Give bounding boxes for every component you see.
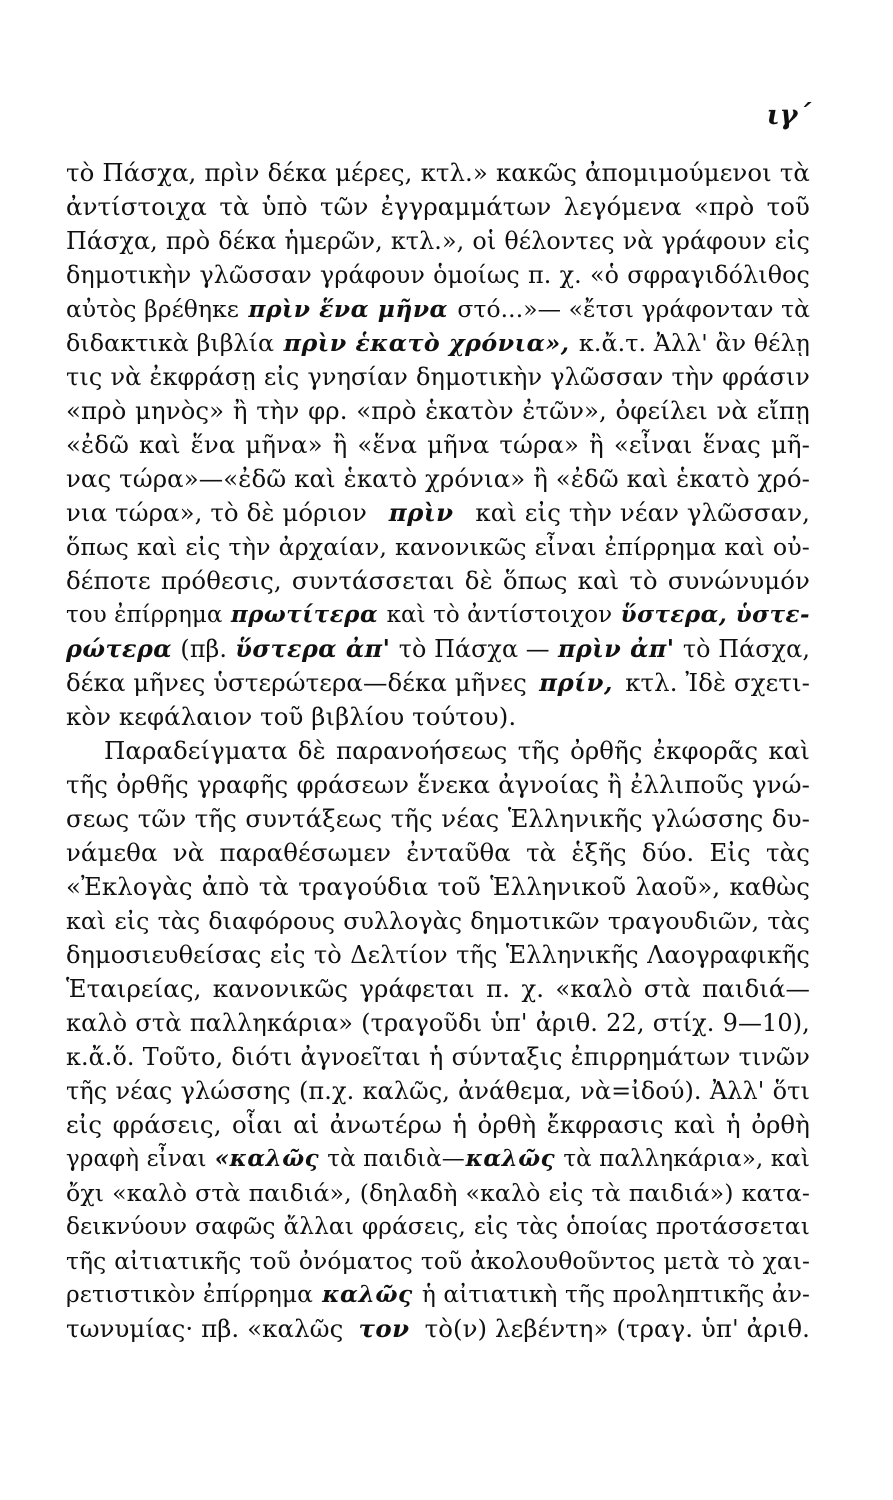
text-line: [66, 700, 810, 734]
text-line: [66, 326, 810, 360]
text-line: [66, 598, 810, 632]
text-run: τὸ Πάσχα,: [675, 635, 810, 663]
text-run: νας τώρα»—«ἐδῶ καὶ ἑκατὸ χρόνια» ἢ «ἐδῶ καὶ ἑκατὸ χρό-: [66, 464, 810, 493]
text-line: [66, 734, 810, 768]
emphasized-phrase: τον: [358, 1314, 410, 1343]
text-run: σεως τῶν τῆς συντάξεως τῆς νέας Ἑλληνικῆς γλώσσης δυ-: [66, 804, 810, 833]
text-run: στό...»— «ἔτσι γράφονταν τὰ: [449, 295, 810, 323]
text-run: Ἑταιρείας, κανονικῶς γράφεται π. χ. «καλὸ στὰ παιδιά—: [66, 974, 810, 1003]
text-run: νια τώρα», τὸ δὲ μόριον: [66, 498, 375, 527]
text-line: [66, 1278, 810, 1312]
text-run: (πβ.: [172, 635, 235, 663]
text-run: του ἐπίρρημα: [66, 602, 230, 628]
text-line: [66, 394, 810, 428]
text-line: [66, 632, 810, 666]
text-run: τῆς ὀρθῆς γραφῆς φράσεων ἕνεκα ἀγνοίας ἢ ἐλλιποῦς γνώ-: [66, 770, 810, 799]
text-run: «ἐδῶ καὶ ἕνα μῆνα» ἢ «ἕνα μῆνα τώρα» ἢ «εἶναι ἕνας μῆ-: [66, 430, 810, 459]
text-run: Πάσχα, πρὸ δέκα ἡμερῶν, κτλ.», οἱ θέλοντες νὰ γράφουν εἰς: [66, 227, 810, 255]
text-line: [66, 496, 810, 530]
text-run: τὸ Πάσχα —: [391, 635, 558, 663]
text-run: «Ἐκλογὰς ἀπὸ τὰ τραγούδια τοῦ Ἑλληνικοῦ λαοῦ», καθὼς: [66, 872, 810, 901]
text-run: καὶ εἰς τὰς διαφόρους συλλογὰς δημοτικῶν τραγουδιῶν, τὰς: [66, 907, 810, 935]
text-run: τὰ παιδιὰ—: [319, 1146, 465, 1172]
text-line: [66, 156, 810, 190]
emphasized-phrase: πρὶν ἕνα μῆνα: [248, 295, 449, 323]
text-line: [66, 938, 810, 972]
text-line: [66, 462, 810, 496]
text-run: ὅπως καὶ εἰς τὴν ἀρχαίαν, κανονικῶς εἶναι ἐπίρρημα καὶ οὐ-: [66, 533, 810, 561]
emphasized-phrase: ὕστερα ἀπ': [235, 635, 391, 663]
text-line: [66, 802, 810, 836]
text-run: δέκα μῆνες ὑστερώτερα—δέκα μῆνες: [66, 668, 535, 697]
text-run: δέποτε πρόθεσις, συντάσσεται δὲ ὅπως καὶ τὸ συνώνυμόν: [66, 566, 810, 595]
text-run: κ.ἄ.ὅ. Τοῦτο, διότι ἀγνοεῖται ἡ σύνταξις ἐπιρρημάτων τινῶν: [66, 1043, 810, 1071]
text-run: «πρὸ μηνὸς» ἢ τὴν φρ. «πρὸ ἑκατὸν ἐτῶν», ὀφείλει νὰ εἴπῃ: [66, 396, 810, 425]
text-run: δημοτικὴν γλῶσσαν γράφουν ὁμοίως π. χ. «ὁ σφραγιδόλιθος: [66, 261, 810, 289]
emphasized-phrase: ὕστερα, ὑστε-: [620, 601, 810, 628]
emphasized-phrase: πρὶν: [388, 498, 454, 527]
text-run: τις νὰ ἐκφράσῃ εἰς γνησίαν δημοτικὴν γλῶσσαν τὴν φράσιν: [66, 363, 810, 391]
text-line: [66, 972, 810, 1006]
emphasized-phrase: καλῶς: [322, 1281, 413, 1308]
text-line: [66, 1312, 810, 1346]
text-run: ἀντίστοιχα τὰ ὑπὸ τῶν ἐγγραμμάτων λεγόμενα «πρὸ τοῦ: [66, 192, 810, 221]
text-run: τὰ παλληκάρια», καὶ: [555, 1146, 810, 1172]
text-run: δημοσιευθείσας εἰς τὸ Δελτίον τῆς Ἑλληνικῆς Λαογραφικῆς: [66, 941, 810, 969]
text-line: [66, 564, 810, 598]
text-run: καὶ τὸ ἀντίστοιχον: [379, 602, 620, 628]
emphasized-phrase: «καλῶς: [214, 1145, 320, 1172]
text-run: καλὸ στὰ παλληκάρια» (τραγοῦδι ὑπ' ἀριθ. 22, στίχ. 9—10),: [66, 1009, 810, 1037]
text-run: κὸν κεφάλαιον τοῦ βιβλίου τούτου).: [66, 702, 517, 731]
text-line: [66, 666, 810, 700]
text-line: [66, 224, 810, 258]
emphasized-phrase: πρὶν ἑκατὸ χρόνια»,: [283, 329, 570, 357]
text-run: τὸ(ν) λεβέντη» (τραγ. ὑπ' ἀριθ.: [416, 1314, 810, 1343]
text-run: καὶ εἰς τὴν νέαν γλῶσσαν,: [467, 498, 810, 527]
emphasized-phrase: καλῶς: [465, 1145, 556, 1172]
text-run: αὐτὸς βρέθηκε: [66, 295, 247, 323]
text-line: [66, 768, 810, 802]
text-run: εἰς φράσεις, οἷαι αἱ ἀνωτέρω ἡ ὀρθὴ ἔκφρασις καὶ ἡ ὀρθὴ: [66, 1110, 810, 1139]
text-run: κτλ. Ἰδὲ σχετι-: [617, 668, 810, 697]
text-run: τῆς αἰτιατικῆς τοῦ ὀνόματος τοῦ ἀκολουθοῦντος μετὰ τὸ χαι-: [66, 1247, 810, 1275]
emphasized-phrase: πρωτίτερα: [230, 601, 379, 628]
emphasized-phrase: ρώτερα: [66, 635, 173, 663]
text-line: [66, 1142, 810, 1176]
text-line: [66, 1040, 810, 1074]
text-run: νάμεθα νὰ παραθέσωμεν ἐνταῦθα τὰ ἑξῆς δύο. Εἰς τὰς: [66, 838, 810, 867]
text-line: [66, 836, 810, 870]
text-run: ρετιστικὸν ἐπίρρημα: [66, 1281, 321, 1308]
emphasized-phrase: πρὶν ἀπ': [558, 635, 675, 663]
text-run: γραφὴ εἶναι: [66, 1146, 214, 1172]
text-line: [66, 870, 810, 904]
text-line: [66, 190, 810, 224]
text-run: ἡ αἰτιατικὴ τῆς προληπτικῆς ἀν-: [414, 1281, 810, 1308]
text-line: [66, 1176, 810, 1210]
emphasized-phrase: πρίν,: [539, 668, 613, 697]
text-line: [66, 904, 810, 938]
text-line: [66, 530, 810, 564]
text-run: κ.ἄ.τ. Ἀλλ' ἂν θέλῃ: [571, 329, 810, 357]
text-run: δεικνύουν σαφῶς ἄλλαι φράσεις, εἰς τὰς ὁποίας προτάσσεται: [66, 1213, 810, 1240]
text-line: [66, 428, 810, 462]
text-run: τῆς νέας γλώσσης (π.χ. καλῶς, ἀνάθεμα, νὰ=ἰδού). Ἀλλ' ὅτι: [66, 1077, 810, 1105]
page-number: ιγ΄: [766, 100, 811, 131]
text-line: [66, 1006, 810, 1040]
text-line: [66, 1244, 810, 1278]
text-run: τὸ Πάσχα, πρὶν δέκα μέρες, κτλ.» κακῶς ἀπομιμούμενοι τὰ: [66, 158, 810, 187]
body-text: [66, 156, 810, 1346]
text-line: [66, 360, 810, 394]
text-run: Παραδείγματα δὲ παρανοήσεως τῆς ὀρθῆς ἐκφορᾶς καὶ: [104, 736, 810, 765]
text-line: [66, 1108, 810, 1142]
text-line: [66, 1074, 810, 1108]
text-line: [66, 1210, 810, 1244]
text-run: ὄχι «καλὸ στὰ παιδιά», (δηλαδὴ «καλὸ εἰς τὰ παιδιά») κατα-: [66, 1179, 810, 1207]
text-run: διδακτικὰ βιβλία: [66, 329, 282, 357]
text-run: τωνυμίας· πβ. «καλῶς: [66, 1314, 352, 1343]
text-line: [66, 292, 810, 326]
text-line: [66, 258, 810, 292]
